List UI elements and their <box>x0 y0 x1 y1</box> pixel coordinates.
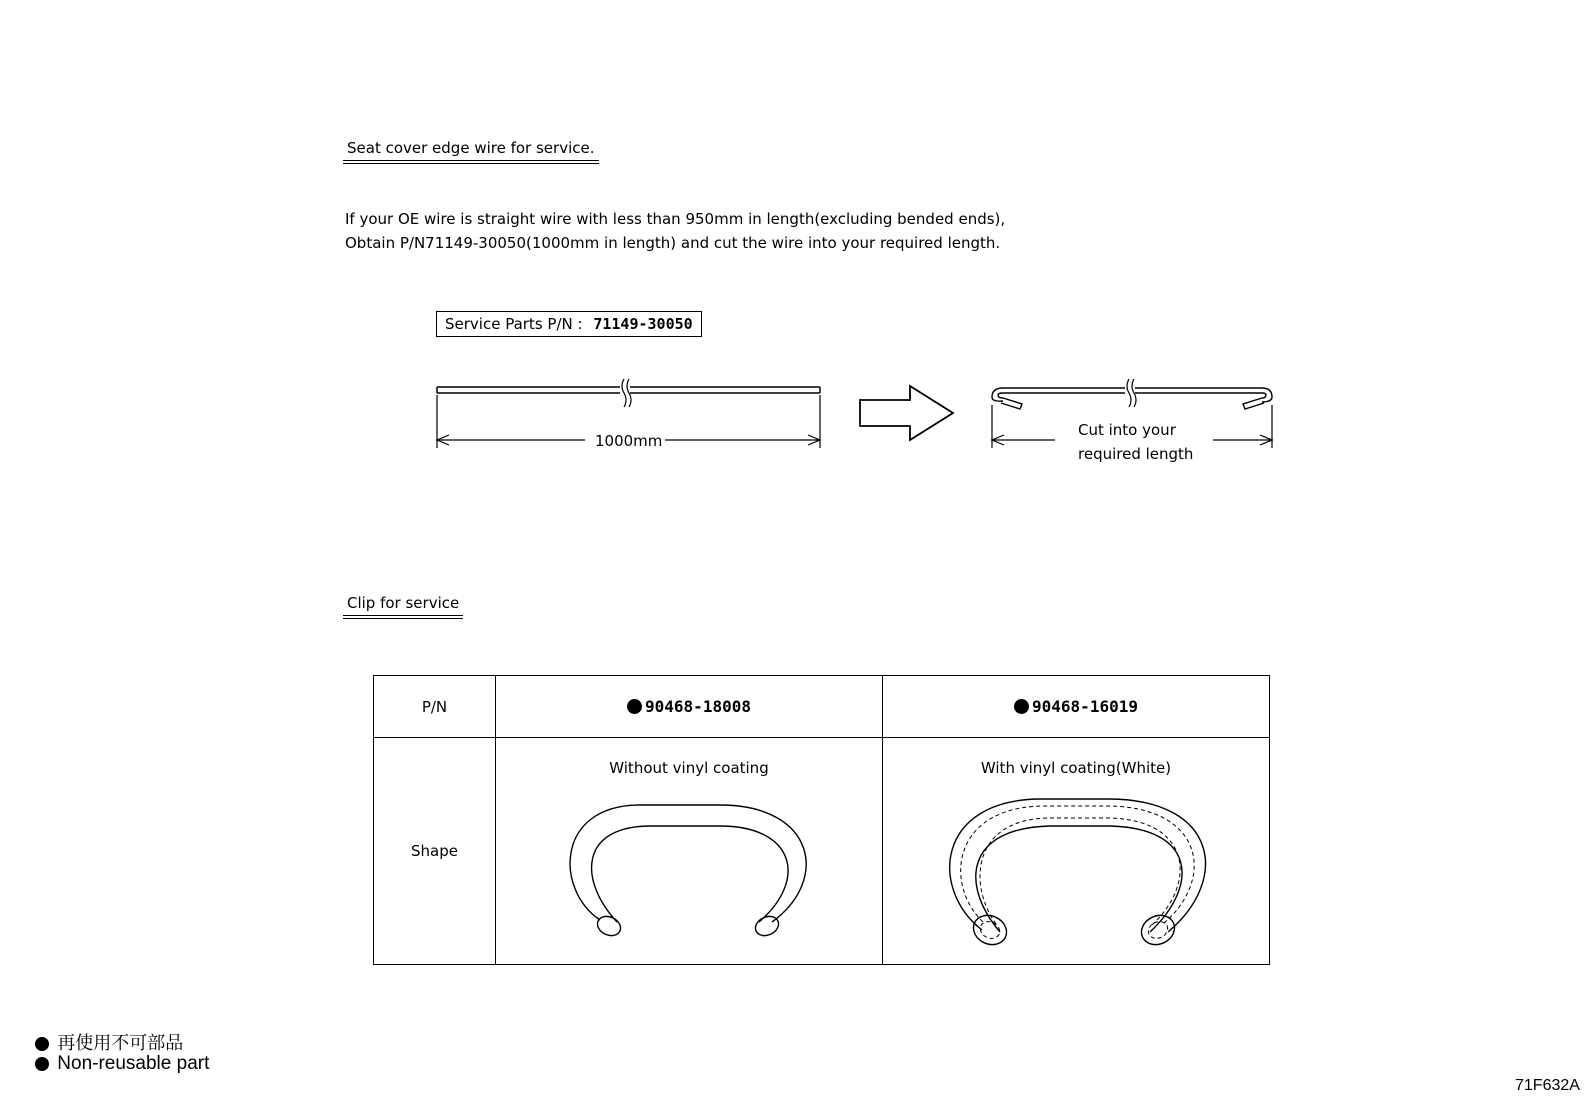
table-row-shape <box>374 738 1270 965</box>
clip-table <box>373 675 1270 965</box>
part-number-cell-2 <box>883 676 1270 738</box>
cut-label-line-1: Cut into your <box>1078 421 1176 439</box>
wire-break-mark <box>620 379 631 407</box>
non-reusable-dot-icon <box>35 1057 49 1071</box>
shape-cell-2 <box>883 738 1270 965</box>
section-heading-edge-wire: Seat cover edge wire for service. <box>343 139 599 161</box>
cut-label-line-2: required length <box>1078 445 1194 463</box>
figure-code: 71F632A <box>1515 1077 1580 1094</box>
wire-length-label: 1000mm <box>592 432 665 450</box>
row-label-shape: Shape <box>374 738 496 965</box>
instruction-line-2: Obtain P/N71149-30050(1000mm in length) and cut the wire into your required length. <box>345 234 1001 252</box>
legend-english <box>35 1053 209 1075</box>
clip-description-1: Without vinyl coating <box>609 759 769 777</box>
wire-break-mark-2 <box>1125 379 1136 407</box>
table-row-pn <box>374 676 1270 738</box>
legend-japanese-text: 再使用不可部品 <box>57 1033 184 1054</box>
row-label-pn: P/N <box>374 676 496 738</box>
non-reusable-dot-icon <box>35 1037 49 1051</box>
instruction-line-1: If your OE wire is straight wire with less than 950mm in length(excluding bended ends), <box>345 210 1006 228</box>
part-number-1: 90468-18008 <box>645 697 751 716</box>
legend-japanese <box>35 1029 183 1055</box>
right-arrow-icon <box>860 386 953 440</box>
legend-english-text: Non-reusable part <box>57 1053 210 1074</box>
part-number-cell-1 <box>496 676 883 738</box>
non-reusable-dot-icon <box>627 699 642 714</box>
non-reusable-dot-icon <box>1014 699 1029 714</box>
service-parts-number: 71149-30050 <box>593 315 693 333</box>
part-number-2: 90468-16019 <box>1032 697 1138 716</box>
shape-cell-1 <box>496 738 883 965</box>
section-heading-clip: Clip for service <box>343 594 463 616</box>
clip-description-2: With vinyl coating(White) <box>980 759 1172 777</box>
service-parts-label: Service Parts P/N : <box>445 315 583 333</box>
cut-length-label <box>1078 418 1193 466</box>
